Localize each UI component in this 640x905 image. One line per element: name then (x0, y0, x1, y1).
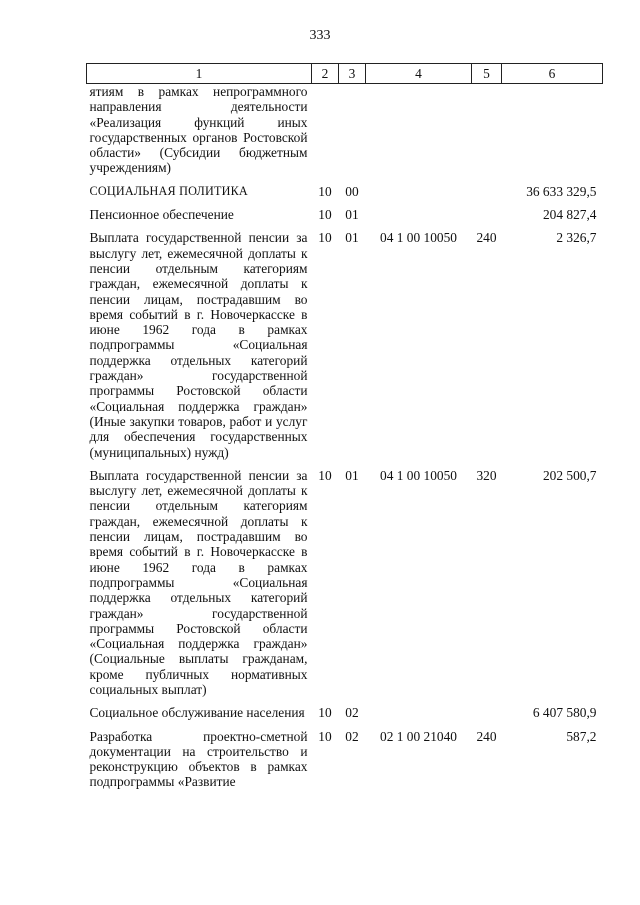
row-target-article: 04 1 00 10050 (380, 230, 457, 246)
row-description: Разработка проектно-сметной документации на строительство и реконструкцию объектов в рамках подпрограммы «Развитие (89, 728, 308, 790)
row-description: СОЦИАЛЬНАЯ ПОЛИТИКА (89, 183, 248, 198)
row-section: 10 (318, 728, 332, 744)
header-col-6: 6 (502, 64, 603, 84)
header-col-1: 1 (87, 64, 312, 84)
row-subsection: 01 (345, 230, 359, 246)
row-target-article: 02 1 00 21040 (380, 728, 457, 744)
row-subsection: 01 (345, 207, 359, 223)
row-description: Выплата государственной пенсии за выслугу лет, ежемесячной доплаты к пенсии отдельным категориям граждан, ежемесячной доплаты к пенсии лицам, пострадавшим во время событий в г. Новочеркасске в июне 1962 года в рамках подпрограммы «Социальная поддержка отдельных категорий граждан» государственной программы Ростовской области «Социальная поддержка граждан» (Иные закупки товаров, работ и услуг для обеспечения государственных (муниципальных) нужд) (89, 230, 308, 460)
header-col-4: 4 (366, 64, 472, 84)
row-section: 10 (318, 207, 332, 223)
row-expense-type (472, 84, 502, 184)
row-description: Выплата государственной пенсии за выслугу лет, ежемесячной доплаты к пенсии отдельным категориям граждан, ежемесячной доплаты к пенсии лицам, пострадавшим во время событий в г. Новочеркасске в июне 1962 года в рамках подпрограммы «Социальная поддержка отдельных категорий граждан» государственной программы Ростовской области «Социальная поддержка граждан» (Социальные выплаты гражданам, кроме публичных нормативных социальных выплат) (89, 467, 308, 697)
row-amount: 202 500,7 (542, 467, 597, 483)
row-subsection: 01 (345, 467, 359, 483)
row-subsection: 02 (345, 728, 359, 744)
row-section: 10 (318, 230, 332, 246)
row-target-article (366, 184, 472, 207)
table-row (87, 468, 603, 705)
row-target-article (366, 207, 472, 230)
header-col-5: 5 (472, 64, 502, 84)
table-row (87, 207, 603, 230)
row-expense-type (472, 184, 502, 207)
table-row (87, 184, 603, 207)
table-row (87, 705, 603, 728)
row-expense-type: 240 (476, 728, 497, 744)
budget-table (86, 63, 603, 790)
row-expense-type (472, 207, 502, 230)
row-section (312, 84, 339, 184)
row-amount: 6 407 580,9 (532, 705, 597, 721)
table-row (87, 84, 603, 184)
row-description: ятиям в рамках непрограммного направления деятельности «Реализация функций иных государственных органов Ростовской области» (Субсидии бюджетным учреждениям) (89, 84, 308, 176)
row-description: Социальное обслуживание населения (89, 705, 305, 721)
page-number: 333 (309, 28, 331, 43)
header-col-3: 3 (339, 64, 366, 84)
table-header-row (87, 64, 603, 84)
row-amount: 2 326,7 (556, 230, 597, 246)
row-description: Пенсионное обеспечение (89, 207, 234, 223)
row-section: 10 (318, 183, 332, 199)
row-section: 10 (318, 705, 332, 721)
row-subsection (339, 84, 366, 184)
row-target-article (366, 705, 472, 728)
row-amount: 36 633 329,5 (526, 183, 597, 199)
row-section: 10 (318, 467, 332, 483)
header-col-2: 2 (312, 64, 339, 84)
row-target-article: 04 1 00 10050 (380, 467, 457, 483)
row-expense-type: 240 (476, 230, 497, 246)
row-subsection: 00 (345, 183, 359, 199)
row-expense-type (472, 705, 502, 728)
table-row (87, 230, 603, 467)
row-expense-type: 320 (476, 467, 497, 483)
row-amount: 587,2 (566, 728, 597, 744)
row-amount (502, 84, 603, 184)
row-amount: 204 827,4 (542, 207, 597, 223)
row-target-article (366, 84, 472, 184)
table-row (87, 729, 603, 790)
row-subsection: 02 (345, 705, 359, 721)
